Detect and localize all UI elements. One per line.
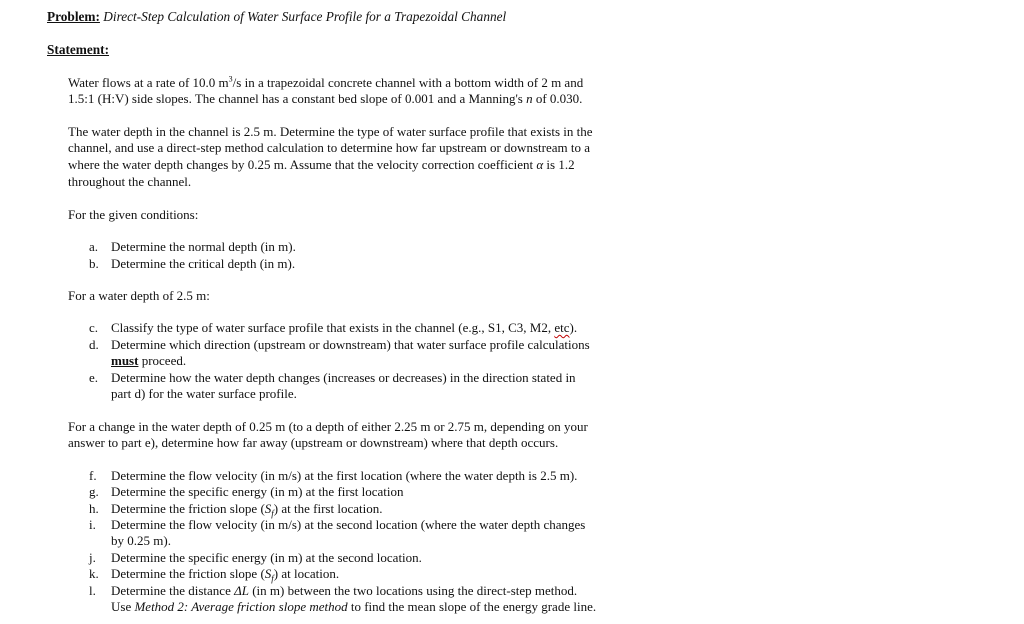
- para2-line4: throughout the channel.: [68, 174, 192, 189]
- para2-line2: channel, and use a direct-step method calculation to determine how far upstream or downstream to a: [68, 140, 590, 155]
- list-label: i.: [89, 517, 96, 532]
- list-item: Classify the type of water surface profile that exists in the channel (e.g., S1, C3, M2, etc).: [111, 320, 578, 335]
- list-item-cont: Use Method 2: Average friction slope method to find the mean slope of the energy grade line.: [111, 599, 597, 614]
- given-conditions: For the given conditions:: [68, 207, 199, 222]
- list-item: Determine which direction (upstream or downstream) that water surface profile calculations: [111, 337, 590, 352]
- list-item-cont: part d) for the water surface profile.: [111, 386, 297, 401]
- list-label: j.: [89, 550, 96, 565]
- depth-intro: For a water depth of 2.5 m:: [68, 288, 210, 303]
- list-item: Determine the specific energy (in m) at the second location.: [111, 550, 422, 565]
- list-label: l.: [89, 583, 96, 598]
- list-label: k.: [89, 566, 99, 581]
- para2-line1: The water depth in the channel is 2.5 m. Determine the type of water surface profile that exists in the: [68, 124, 593, 139]
- list-label: c.: [89, 320, 99, 335]
- list-item: Determine the distance ΔL (in m) between the two locations using the direct-step method.: [111, 583, 578, 598]
- list-label: f.: [89, 468, 97, 483]
- list-item: Determine the flow velocity (in m/s) at the second location (where the water depth changes: [111, 517, 586, 532]
- para2-line3: where the water depth changes by 0.25 m. Assume that the velocity correction coefficient α is 1.2: [68, 157, 575, 172]
- list-label: d.: [89, 337, 99, 352]
- list-item: Determine the flow velocity (in m/s) at the first location (where the water depth is 2.5 m).: [111, 468, 578, 483]
- problem-title: Direct-Step Calculation of Water Surface Profile for a Trapezoidal Channel: [103, 9, 507, 24]
- list-label: h.: [89, 501, 99, 516]
- list-item: Determine the friction slope $(S_f)$ at location.: [111, 566, 340, 584]
- list-item: Determine the normal depth (in m).: [111, 239, 296, 254]
- list-label: e.: [89, 370, 99, 385]
- para1-line1: Water flows at a rate of 10.0 $m^3/s$ in a trapezoidal concrete channel with a bottom width of 2 m and: [68, 74, 584, 90]
- para3-line1: For a change in the water depth of 0.25 m (to a depth of either 2.25 m or 2.75 m, depending on your: [68, 419, 588, 434]
- list-item-cont: by 0.25 m).: [111, 533, 171, 548]
- problem-heading: [47, 9, 506, 26]
- para3-line2: answer to part e), determine how far away (upstream or downstream) where that depth occurs.: [68, 435, 559, 450]
- list-item: Determine the friction slope $(S_f)$ at the first location.: [111, 501, 383, 519]
- list-label: a.: [89, 239, 99, 254]
- list-item: Determine how the water depth changes (increases or decreases) in the direction stated in: [111, 370, 576, 385]
- list-label: g.: [89, 484, 99, 499]
- statement-heading: Statement:: [47, 42, 110, 57]
- problem-label: Problem:: [47, 9, 100, 24]
- list-item-cont: must proceed.: [111, 353, 187, 368]
- list-item: Determine the specific energy (in m) at the first location: [111, 484, 404, 499]
- para1-line2: 1.5:1 (H:V) side slopes. The channel has a constant bed slope of 0.001 and a Manning's n of 0.030.: [68, 91, 583, 106]
- list-item: Determine the critical depth (in m).: [111, 256, 296, 271]
- list-label: b.: [89, 256, 99, 271]
